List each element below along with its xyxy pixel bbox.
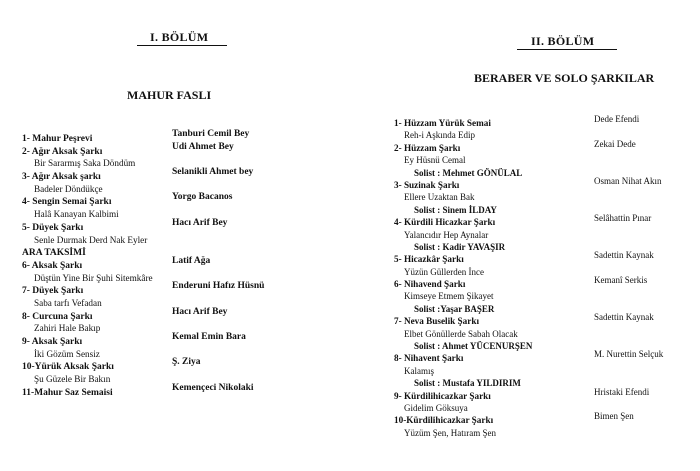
lyric-text: Kalamış	[404, 365, 434, 376]
item-title: 7- Neva Buselik Şarkı	[394, 316, 479, 327]
program-item	[394, 274, 694, 290]
lyric-text: Ellere Uzaktan Bak	[404, 192, 475, 203]
lyric-text: Reh-i Aşkında Edip	[404, 130, 475, 141]
song-lyric-line	[22, 293, 342, 306]
program-item	[22, 141, 342, 157]
soloist-name: Solist : Mustafa YILDIRIM	[414, 378, 521, 389]
program-item	[394, 386, 694, 401]
item-title: 1- Mahur Peşrevi	[22, 134, 93, 144]
program-item	[394, 249, 694, 265]
item-title: 7- Düyek Şarkı	[22, 286, 84, 297]
soloist-name: Solist : Mehmet GÖNÜLAL	[414, 167, 523, 178]
section-title-1: I. BÖLÜM	[150, 30, 209, 44]
song-lyric-line	[394, 286, 694, 302]
section-underline-1	[137, 45, 227, 46]
song-lyric-line	[22, 230, 342, 243]
item-title: 5- Hicazkâr Şarkı	[394, 254, 464, 265]
composer-name: Kemanî Serkis	[594, 275, 648, 286]
song-lyric-line	[22, 179, 342, 192]
interlude-label: ARA TAKSİMİ	[22, 248, 86, 259]
soloist-line	[394, 299, 694, 314]
item-title: 8- Curcuna Şarkı	[22, 311, 93, 322]
left-program-list	[22, 128, 342, 398]
lyric-text: Yalancıdır Hep Aynalar	[404, 229, 489, 240]
lyric-text: Senle Durmak Derd Nak Eyler	[34, 234, 148, 245]
song-lyric-line	[394, 125, 694, 141]
program-item	[22, 191, 342, 208]
interlude-header	[22, 242, 342, 259]
item-title: 9- Aksak Şarkı	[22, 337, 83, 347]
program-item	[394, 113, 694, 128]
item-title: 10-Kürdilihicazkar Şarkı	[394, 415, 494, 426]
program-item	[394, 311, 694, 327]
item-title: 5- Düyek Şarkı	[22, 222, 84, 233]
lyric-text: Saba tarfı Vefadan	[34, 297, 102, 308]
composer-name: Enderuni Hafız Hüsnü	[172, 281, 265, 292]
item-title: 10-Yürük Aksak Şarkı	[22, 362, 114, 373]
program-item	[22, 217, 342, 233]
item-title: 1- Hüzzam Yürük Semai	[394, 118, 491, 128]
program-item	[22, 331, 342, 347]
song-lyric-line	[394, 361, 694, 376]
program-item	[22, 128, 342, 144]
lyric-text: Ey Hüsnü Cemal	[404, 155, 466, 166]
soloist-line	[394, 163, 694, 178]
item-title: 4- Sengin Semai Şarkı	[22, 197, 112, 208]
lyric-text: Bir Sararmış Saka Döndüm	[34, 158, 136, 169]
song-lyric-line	[22, 318, 342, 334]
fasil-title-beraber-solo: BERABER VE SOLO ŞARKILAR	[474, 71, 655, 85]
item-title: 9- Kürdilihicazkar Şarkı	[394, 390, 491, 401]
song-lyric-line	[394, 423, 694, 438]
lyric-text: Halâ Kanayan Kalbimi	[34, 209, 119, 220]
composer-name: Hristaki Efendi	[594, 386, 650, 397]
soloist-line	[394, 237, 694, 252]
soloist-name: Solist : Kadir YAVAŞIR	[414, 241, 506, 252]
composer-name: Hacı Arif Bey	[172, 306, 228, 317]
program-item	[22, 166, 342, 183]
lyric-text: Kimseye Etmem Şikayet	[404, 291, 494, 302]
composer-name: Zekai Dede	[594, 138, 636, 149]
composer-name: Osman Nihat Akın	[594, 175, 662, 186]
item-title: 4- Kürdili Hicazkar Şarkı	[394, 217, 496, 228]
soloist-name: Solist : Sinem İLDAY	[414, 204, 497, 215]
composer-name: Tanburi Cemil Bey	[172, 129, 250, 139]
soloist-line	[394, 373, 694, 389]
composer-name: Udi Ahmet Bey	[172, 141, 234, 152]
program-item	[22, 382, 342, 398]
lyric-text: Düştün Yine Bir Şuhi Sitemkâre	[34, 272, 153, 283]
program-item	[394, 410, 694, 426]
composer-name: Sadettin Kaynak	[594, 250, 654, 261]
composer-name: Selanikli Ahmet bey	[172, 167, 254, 178]
section-title-2: II. BÖLÜM	[531, 34, 595, 48]
composer-name: Kemal Emin Bara	[172, 332, 246, 342]
program-item	[394, 175, 694, 190]
item-title: 8- Nihavent Şarkı	[394, 353, 464, 364]
program-item	[394, 212, 694, 228]
soloist-line	[394, 200, 694, 215]
composer-name: Sadettin Kaynak	[594, 312, 654, 323]
lyric-text: Yüzüm Şen, Hatıram Şen	[404, 427, 496, 438]
song-lyric-line	[394, 398, 694, 413]
fasil-title-mahur: MAHUR FASLI	[127, 88, 212, 102]
lyric-text: Zahiri Hale Bakıp	[34, 323, 101, 334]
song-lyric-line	[22, 344, 342, 357]
lyric-text: Badeler Döndükçe	[34, 183, 103, 194]
item-title: 2- Ağır Aksak Şarkı	[22, 146, 103, 157]
composer-name: Dede Efendi	[594, 114, 640, 124]
song-lyric-line	[22, 268, 342, 281]
song-lyric-line	[394, 262, 694, 277]
composer-name: Kemençeci Nikolaki	[172, 382, 254, 393]
program-item	[394, 348, 694, 364]
program-item	[22, 255, 342, 271]
composer-name: Bimen Şen	[594, 411, 634, 422]
item-title: 2- Hüzzam Şarkı	[394, 142, 461, 153]
composer-name: M. Nurettin Selçuk	[594, 349, 664, 360]
program-item	[22, 280, 342, 297]
program-item	[22, 306, 342, 322]
right-program-list	[394, 113, 694, 438]
song-lyric-line	[22, 369, 342, 385]
composer-name: Latif Ağa	[172, 255, 211, 266]
lyric-text: Elbet Gönüllerde Sabah Olacak	[404, 328, 518, 339]
item-title: 11-Mahur Saz Semaisi	[22, 387, 113, 398]
lyric-text: Yüzün Güllerden İnce	[404, 266, 484, 277]
song-lyric-line	[394, 187, 694, 203]
soloist-line	[394, 336, 694, 352]
program-item	[394, 138, 694, 153]
song-lyric-line	[394, 324, 694, 339]
soloist-name: Solist : Ahmet YÜCENURŞEN	[414, 341, 533, 352]
composer-name: Hacı Arif Bey	[172, 217, 228, 228]
soloist-name: Solist :Yaşar BAŞER	[414, 303, 495, 314]
composer-name: Yorgo Bacanos	[172, 192, 233, 203]
right-page	[350, 0, 700, 471]
item-title: 3- Ağır Aksak şarkı	[22, 172, 101, 183]
section-underline-2	[517, 49, 617, 50]
composer-name: Selâhattin Pınar	[594, 213, 652, 224]
item-title: 3- Suzinak Şarkı	[394, 179, 460, 190]
lyric-text: Gidelim Göksuya	[404, 402, 468, 413]
item-title: 6- Nihavend Şarkı	[394, 279, 466, 290]
song-lyric-line	[394, 225, 694, 240]
song-lyric-line	[22, 153, 342, 169]
lyric-text: İki Gözüm Sensiz	[34, 348, 100, 359]
program-item	[22, 356, 342, 373]
lyric-text: Şu Güzele Bir Bakın	[34, 374, 111, 385]
item-title: 6- Aksak Şarkı	[22, 260, 83, 271]
song-lyric-line	[394, 150, 694, 166]
composer-name: Ş. Ziya	[172, 357, 201, 368]
song-lyric-line	[22, 204, 342, 220]
